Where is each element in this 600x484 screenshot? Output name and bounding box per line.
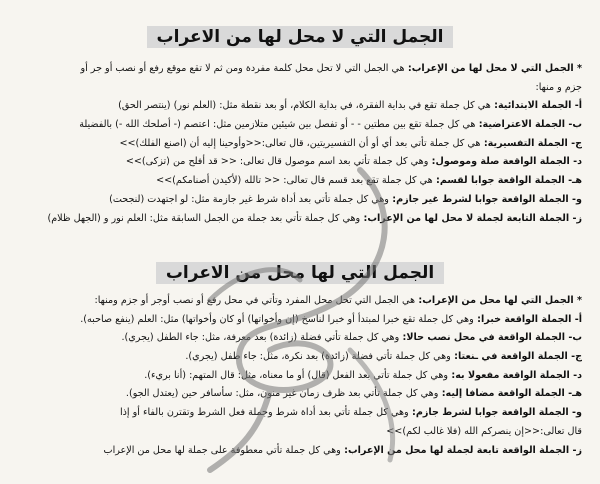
line-head: أ- الجملة الابتدائية: — [490, 100, 582, 112]
line-body: وهي كل جملة تأتي فضلة (زائدة) بعد معرفة، مثل: جاء الطفل (يجري). — [121, 332, 400, 344]
section1-line — [12, 135, 582, 154]
section2-line — [12, 348, 582, 367]
section2-line — [12, 404, 582, 423]
section2-line — [12, 311, 582, 330]
line-head: ج- الجملة التفسيرية: — [480, 137, 582, 149]
section1-title — [0, 26, 600, 48]
section1-line — [12, 79, 582, 98]
line-head: أ- الجملة الواقعة خبرا: — [473, 313, 582, 325]
line-body: وهي كل جملة تأتي بعد جملة من الجمل السابقة مثل: العلم نور و (الجهل ظلام) — [47, 212, 361, 224]
section1-line — [12, 153, 582, 172]
line-head: * الجمل التي لها محل من الإعراب: — [415, 295, 582, 306]
section2-line — [12, 292, 582, 311]
line-head: و- الجملة الواقعة جوابا لشرط غير جازم: — [388, 193, 582, 205]
line-head: ب- الجملة الواقعة في محل نصب حالا: — [399, 332, 582, 344]
section1-line — [12, 60, 582, 79]
line-head: ج- الجملة الواقعة في ـنعتا: — [450, 351, 582, 363]
section1-title-text: الجمل التي لا محل لها من الاعراب — [147, 26, 454, 48]
line-head: د- الجملة الواقعة صلة وموصول: — [428, 156, 582, 168]
line-body: وهي كل جملة تقع خبرا لمبتدأ أو خبرا لناسخ (إن وأخواتها) أو كان وأخواتها) مثل: العلم (ينفع صاحبه). — [80, 313, 474, 325]
line-body: هي كل جملة تأتي بعد أي أو أن التفسيريتين، قال تعالى:<<وأوحينا إليه أن (اصنع الفلك)>> — [119, 137, 481, 149]
section2-body — [12, 292, 582, 460]
line-body: وهي كل جملة تأتي بعد أداة شرط غير جازمة مثل: لو اجتهدت (لنجحت) — [109, 193, 389, 205]
section1-body — [12, 60, 582, 228]
section1-line — [12, 172, 582, 191]
section1-line — [12, 191, 582, 210]
line-head: ز- الجملة الواقعة تابعة لجملة لها محل من الإعراب: — [340, 444, 582, 456]
section1-line — [12, 116, 582, 135]
line-body: هي كل جملة تقع بين مطتين - - أو تفصل بين شيئين متلازمين مثل: اعتصم (- أصلحك الله -) بالفضيلة — [79, 119, 476, 131]
line-body: هي كل جملة تقع في بداية الفقرة، في بداية الكلام، أو بعد نقطة مثل: (العلم نور) (ينتصر الحق) — [118, 100, 491, 112]
section1-line — [12, 97, 582, 116]
line-body: جزم و منها: — [535, 81, 582, 93]
section2-line — [12, 385, 582, 404]
line-body: قال تعالى:<<إن ينصركم الله (فلا غالب لكم)>> — [386, 425, 582, 437]
section1-line — [12, 210, 582, 229]
line-head: هـ- الجملة الواقعة جوابا لقسم: — [432, 175, 582, 187]
section2-line — [12, 442, 582, 461]
section2-title-text: الجمل التي لها محل من الاعراب — [156, 262, 444, 284]
line-body: هي الجمل التي لا تحل محل كلمة مفردة ومن ثم لا تقع موقع رفع أو نصب أو جر أو — [80, 63, 405, 74]
line-head: ب- الجملة الاعتراضية: — [475, 119, 582, 131]
line-head: هـ- الجملة الواقعة مضافا إليه: — [438, 388, 582, 400]
line-body: وهي كل جملة تأتي بعد أداة شرط وجملة فعل الشرط وتقترن بالفاء أو إذا — [119, 407, 409, 419]
section2-line — [12, 329, 582, 348]
section2-line — [12, 423, 582, 442]
line-head: و- الجملة الواقعة جوابا لشرط جازم: — [408, 407, 582, 419]
line-body: وهي كل جملة تأتي معطوفة على جملة لها محل من الإعراب — [103, 444, 341, 456]
line-head: * الجمل التي لا محل لها من الإعراب: — [404, 63, 582, 74]
line-body: وهي كل جملة تأتي فضلة (زائدة) بعد نكرة، مثل: جاء طفل (يجري). — [185, 351, 451, 363]
line-body: هي الجمل التي تحل محل المفرد وتأتي في محل رفع أو نصب أوجر أو جزم ومنها: — [94, 295, 416, 306]
line-body: هي كل جملة تقع بعد قسم قال تعالى: << تالله (لأكيدن أصنامكم)>> — [156, 175, 433, 187]
line-body: وهي كل جملة تأتي بعد ظرف زمان غير منون، مثل: سأسافر حين (يعتدل الجو). — [125, 388, 439, 400]
section2-title — [0, 262, 600, 284]
line-head: ز- الجملة التابعة لجملة لا محل لها من الإعراب: — [360, 212, 582, 224]
section2-line — [12, 367, 582, 386]
line-body: وهي كل جملة تأتي بعد اسم موصول قال تعالى: << قد أفلح من (تزكى)>> — [125, 156, 429, 168]
line-body: وهي كل جملة تأتي بعد الفعل (قال) أو ما معناه، مثل: قال المتهم: (أنا بريء). — [144, 369, 449, 381]
line-head: د- الجملة الواقعة مفعولا به: — [448, 369, 582, 381]
